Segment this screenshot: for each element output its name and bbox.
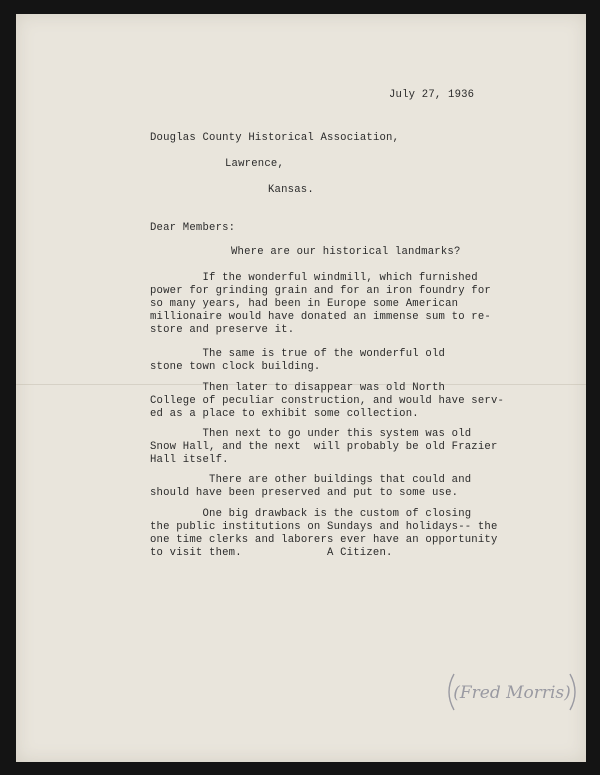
paragraph-snow-hall: Then next to go under this system was old Snow Hall, and the next will probably be old Frazier Hall itself. <box>150 428 498 466</box>
letter-date: July 27, 1936 <box>389 89 475 101</box>
handwritten-annotation <box>444 670 580 714</box>
paragraph-north-college: Then later to disappear was old North College of peculiar construction, and would have serv- ed as a place to exhibit some collection. <box>150 382 505 420</box>
recipient-state: Kansas. <box>268 184 314 196</box>
paragraph-closing-custom: One big drawback is the custom of closing the public institutions on Sundays and holidays-- the one time clerks and laborers ever have an opportunity to visit them. <box>150 508 498 559</box>
paragraph-clock-building: The same is true of the wonderful old stone town clock building. <box>150 348 446 373</box>
recipient-name: Douglas County Historical Association, <box>150 132 400 144</box>
letter-page <box>16 14 586 762</box>
paragraph-windmill: If the wonderful windmill, which furnished power for grinding grain and for an iron foundry for so many years, had been in Europe some American millionaire would have donated an immense sum to re- store and preserve it. <box>150 272 491 336</box>
salutation: Dear Members: <box>150 222 236 234</box>
recipient-city: Lawrence, <box>225 158 285 170</box>
handwritten-name: (Fred Morris) <box>453 683 571 703</box>
signature: A Citizen. <box>327 547 393 559</box>
paragraph-other-buildings: There are other buildings that could and should have been preserved and put to some use. <box>150 474 472 499</box>
letter-heading: Where are our historical landmarks? <box>231 246 461 258</box>
